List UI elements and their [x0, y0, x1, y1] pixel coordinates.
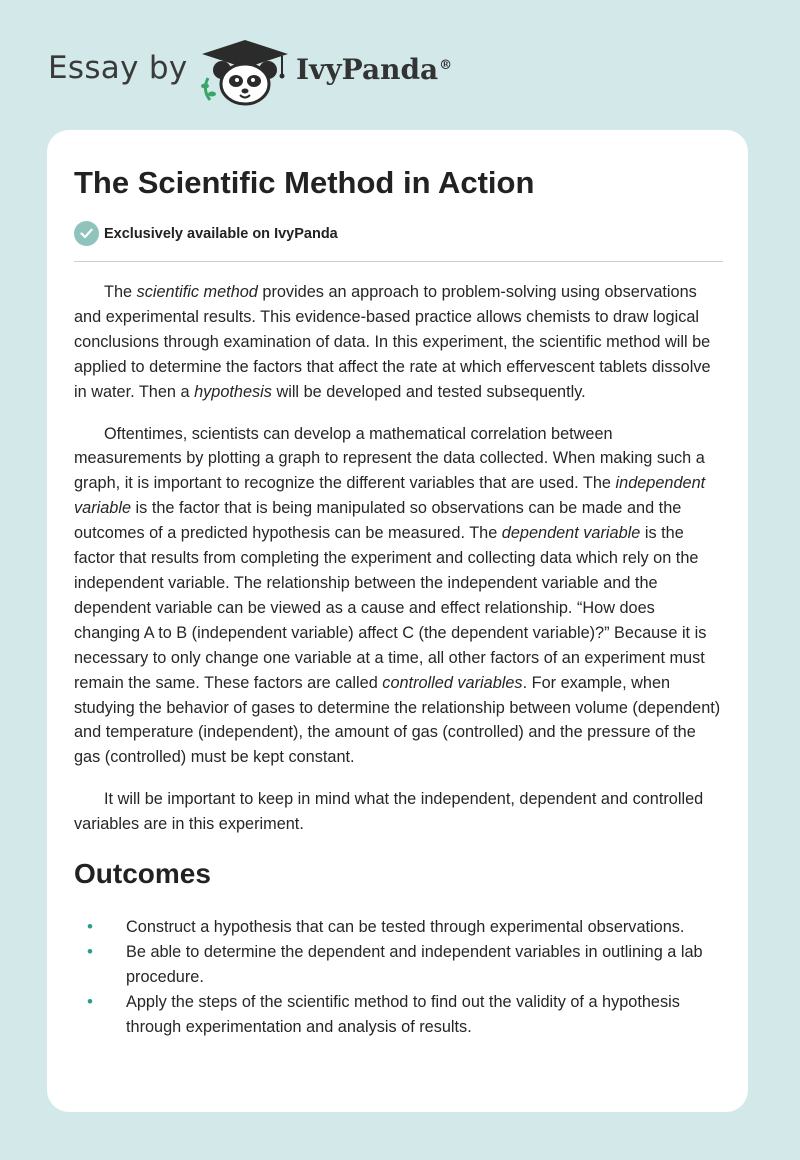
outcomes-list: [74, 915, 724, 1040]
panda-graduation-cap-icon[interactable]: [200, 34, 290, 115]
exclusive-badge: [74, 221, 338, 246]
outcome-text: Be able to determine the dependent and independent variables in outlining a lab procedure.: [126, 942, 703, 986]
site-header: [0, 0, 800, 130]
emphasized-term: scientific method: [136, 283, 258, 301]
list-item: [74, 915, 724, 940]
outcome-text: Construct a hypothesis that can be tested through experimental observations.: [126, 918, 685, 937]
essay-card: [47, 130, 748, 1112]
page-title: The Scientific Method in Action: [74, 165, 535, 200]
text-run: . For example, when studying the behavior of gases to determine the relationship between volume (dependent) and temperature (independent), the amount of gas (controlled) and the pressure of the gas (controlled) must be kept constant.: [74, 673, 721, 767]
paragraph-3: [74, 787, 724, 837]
list-item: [74, 940, 724, 990]
text-run: The: [104, 283, 137, 301]
check-circle-icon: [74, 221, 99, 246]
divider: [74, 261, 723, 262]
text-run: It will be important to keep in mind what the independent, dependent and controlled variables are in this experiment.: [74, 790, 704, 834]
emphasized-term: controlled variables: [382, 673, 523, 692]
list-item: [74, 990, 724, 1040]
article-body: [74, 280, 724, 1040]
bullet-dot-icon: •: [87, 917, 93, 937]
brand-name[interactable]: IvyPanda®: [296, 53, 453, 86]
text-run: Oftentimes, scientists can develop a mathematical correlation between measurements by plotting a graph to represent the data collected. When making such a graph, it is important to recognize the different variables that are used. The: [74, 424, 705, 493]
badge-label: Exclusively available on IvyPanda: [104, 225, 338, 242]
text-run: is the factor that is being manipulated so observations can be made and the outcomes of a predicted hypothesis can be measured. The: [74, 499, 682, 543]
paragraph-1: [74, 280, 724, 405]
bullet-dot-icon: •: [87, 991, 93, 1011]
text-run: will be developed and tested subsequently.: [271, 382, 586, 401]
paragraph-2: [74, 422, 724, 771]
text-run: is the factor that results from completing the experiment and collecting data which rely on the independent variable. The relationship between the independent variable and the dependent variable can be viewed as a cause and effect relationship. “How does changing A to B (independent variable) affect C (the dependent variable)?” Because it is necessary to only change one variable at a time, all other factors of an experiment must remain the same. These factors are called: [74, 524, 707, 692]
outcome-text: Apply the steps of the scientific method to find out the validity of a hypothesis through experimentation and analysis of results.: [126, 992, 680, 1036]
emphasized-term: independent variable: [74, 474, 706, 518]
emphasized-term: hypothesis: [194, 382, 272, 401]
outcomes-heading: Outcomes: [74, 858, 211, 890]
text-run: provides an approach to problem-solving using observations and experimental results. This evidence-based practice allows chemists to draw logical conclusions through examination of data. In this experiment, the scientific method will be applied to determine the factors that affect the rate at which effervescent tablets dissolve in water. Then a: [74, 283, 711, 401]
essay-by-label: Essay by: [48, 50, 188, 86]
bullet-dot-icon: •: [87, 941, 93, 961]
emphasized-term: dependent variable: [501, 524, 641, 543]
